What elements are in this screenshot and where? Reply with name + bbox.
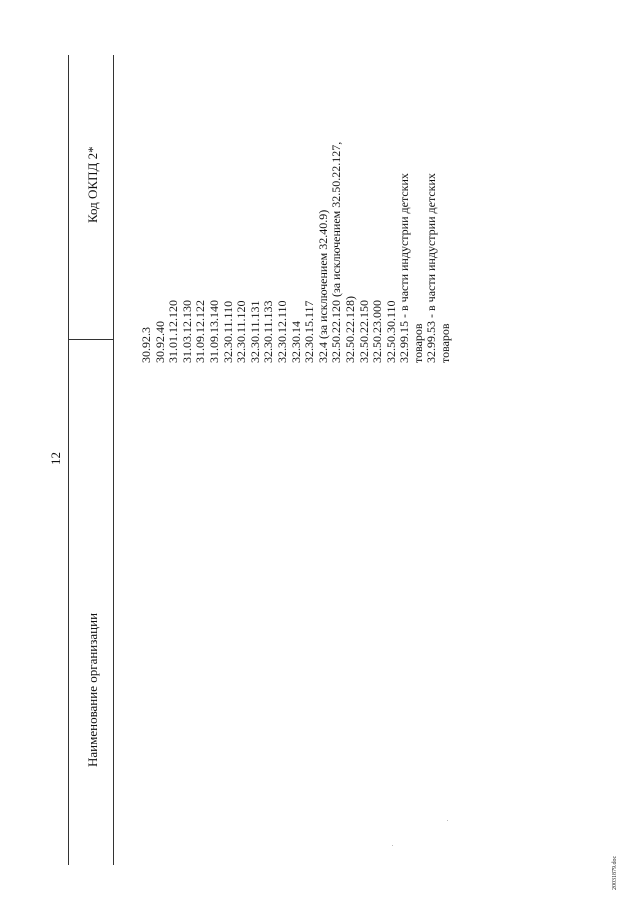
okpd-code-line: 32.30.12.110: [274, 300, 289, 363]
okpd-code-line: 32.99.15 - в части индустрии детских: [397, 173, 412, 363]
footer-filename: 20031879.doc: [612, 855, 618, 890]
okpd-code-line: 31.09.12.122: [193, 300, 208, 363]
okpd-code-line: 30.92.40: [152, 321, 167, 363]
okpd-code-line: 31.01.12.120: [166, 300, 181, 363]
okpd-code-line: 32.30.11.133: [261, 300, 276, 363]
okpd-code-line: 32.50.30.110: [383, 300, 398, 363]
okpd-code-line: 32.50.22.120 (за исключением 32.50.22.127,: [329, 141, 344, 363]
okpd-code-line: товаров: [410, 323, 425, 363]
okpd-code-line: 32.50.22.128): [342, 296, 357, 363]
okpd-code-line: 32.50.23.000: [370, 300, 385, 363]
okpd-code-line: 32.30.11.120: [234, 300, 249, 363]
page-number: 12: [48, 452, 63, 465]
column-header-okpd-code: Код ОКПД 2*: [85, 146, 100, 223]
okpd-code-line: 31.09.13.140: [206, 300, 221, 363]
header-bottom-rule: [113, 55, 114, 865]
okpd-code-line: 32.30.15.117: [302, 300, 317, 363]
scan-speck: [447, 820, 448, 821]
okpd-code-line: товаров: [438, 323, 453, 363]
okpd-code-line: 32.30.11.131: [247, 300, 262, 363]
header-column-divider: [68, 339, 114, 340]
okpd-code-line: 32.4 (за исключением 32.40.9): [315, 209, 330, 363]
okpd-code-list: [140, 133, 453, 363]
scan-speck: [392, 845, 393, 846]
okpd-code-line: 32.30.14: [288, 321, 303, 363]
okpd-code-line: 32.99.53 - в части индустрии детских: [424, 173, 439, 363]
okpd-code-line: 32.50.22.150: [356, 300, 371, 363]
column-header-org-name: Наименование организации: [85, 612, 100, 767]
okpd-code-line: 32.30.11.110: [220, 300, 235, 363]
table-top-rule: [68, 55, 69, 865]
okpd-code-line: 31.03.12.130: [179, 300, 194, 363]
okpd-code-line: 30.92.3: [139, 327, 153, 363]
